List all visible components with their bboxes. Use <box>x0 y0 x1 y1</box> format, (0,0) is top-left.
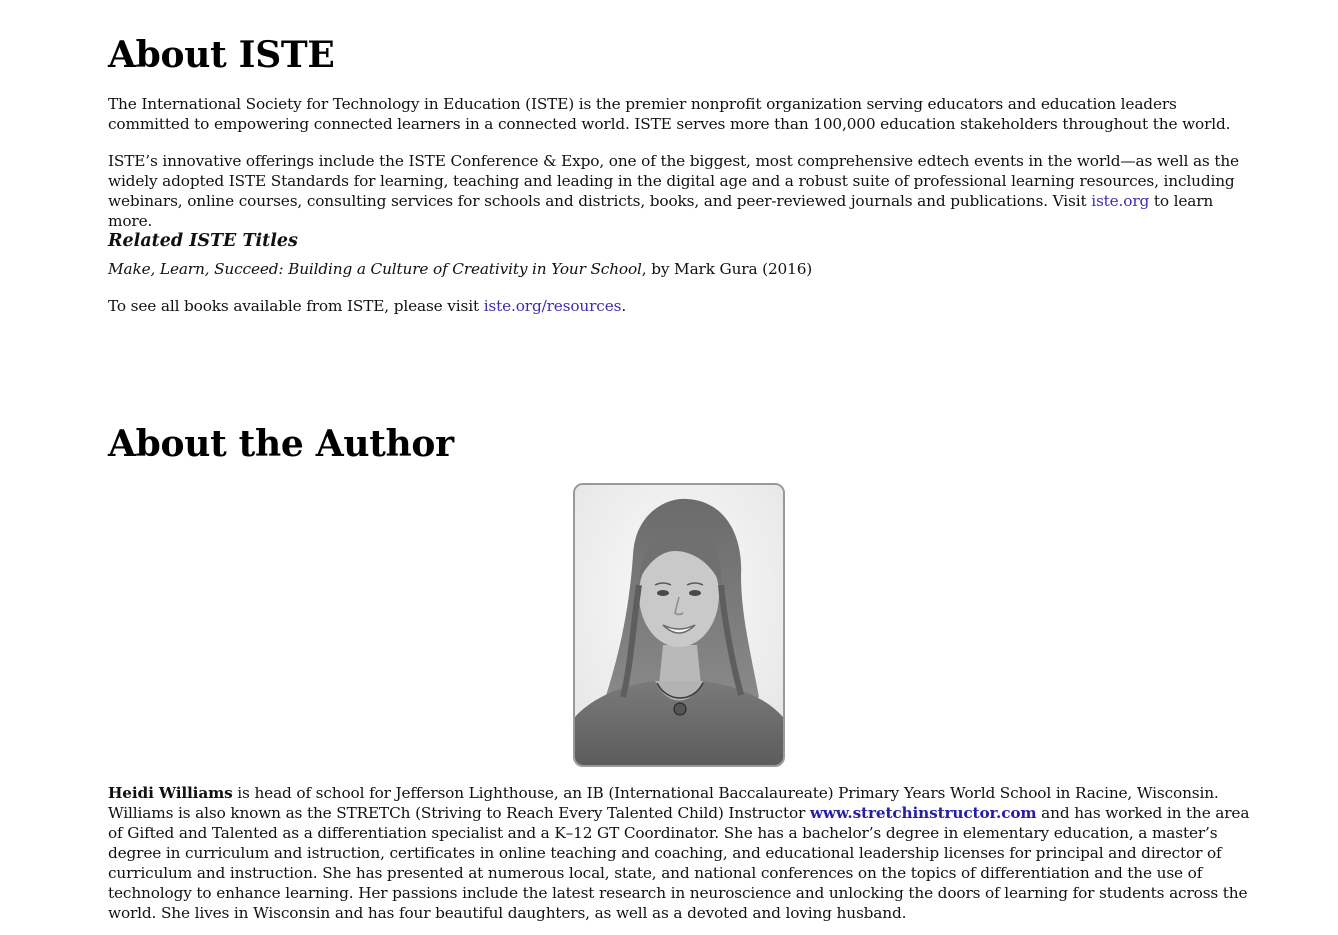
about-author-heading: About the Author <box>108 423 454 465</box>
related-book-byline: , by Mark Gura (2016) <box>641 260 813 278</box>
paragraph-2-text: ISTE’s innovative offerings include the ISTE Conference & Expo, one of the biggest, most comprehensive edtech events in the world—as well as the widely adopted ISTE Standards for learning, teaching and leading in the digital age and a robust suite of professional learning resources, including webinars, online courses, consulting services for schools and districts, books, and peer-reviewed journals and publications. Visit <box>108 152 1239 210</box>
related-title-item <box>108 259 1253 279</box>
iste-resources-link[interactable]: iste.org/resources <box>483 297 622 315</box>
author-bio-text: is head of school for Jefferson Lighthouse, an IB (International Baccalaureate) Primary Years World School in Racine, Wisconsin. Williams is also known as the STRETCh (Striving to Reach Every Talented Child) Instructor <box>108 784 1219 822</box>
see-all-books <box>108 296 1253 316</box>
author-bio-text-continued: and has worked in the area of Gifted and Talented as a differentiation specialist and a K–12 GT Coordinator. She has a bachelor’s degree in elementary education, a master’s degree in curriculum and istruction, certificates in online teaching and coaching, and educational leadership licenses for principal and director of curriculum and instruction. She has presented at numerous local, state, and national conferences on the topics of differentiation and the use of technology to enhance learning. Her passions include the latest research in neuroscience and unlocking the doors of learning for students across the world. She lives in Wisconsin and has four beautiful daughters, as well as a devoted and loving husband. <box>108 804 1250 922</box>
related-titles-heading: Related ISTE Titles <box>108 231 298 251</box>
about-iste-paragraph-1: The International Society for Technology in Education (ISTE) is the premier nonprofit organization serving educators and education leaders committed to empowering connected learners in a connected world. ISTE serves more than 100,000 education stakeholders throughout the world. <box>108 95 1231 133</box>
author-website-link[interactable]: www.stretchinstructor.com <box>809 804 1037 822</box>
see-all-text: To see all books available from ISTE, please visit <box>108 297 484 315</box>
paragraph-2-tail: to learn more. <box>108 192 1214 230</box>
author-bio <box>108 783 1253 923</box>
author-name: Heidi Williams <box>108 784 233 802</box>
related-book-title: Make, Learn, Succeed: Building a Culture of Creativity in Your School <box>108 260 642 278</box>
author-portrait-image <box>575 485 783 765</box>
about-iste-paragraph-2 <box>108 151 1253 231</box>
see-all-tail: . <box>621 297 627 315</box>
iste-org-link[interactable]: iste.org <box>1091 192 1150 210</box>
about-iste-heading: About ISTE <box>108 34 335 76</box>
author-photo <box>573 483 785 767</box>
